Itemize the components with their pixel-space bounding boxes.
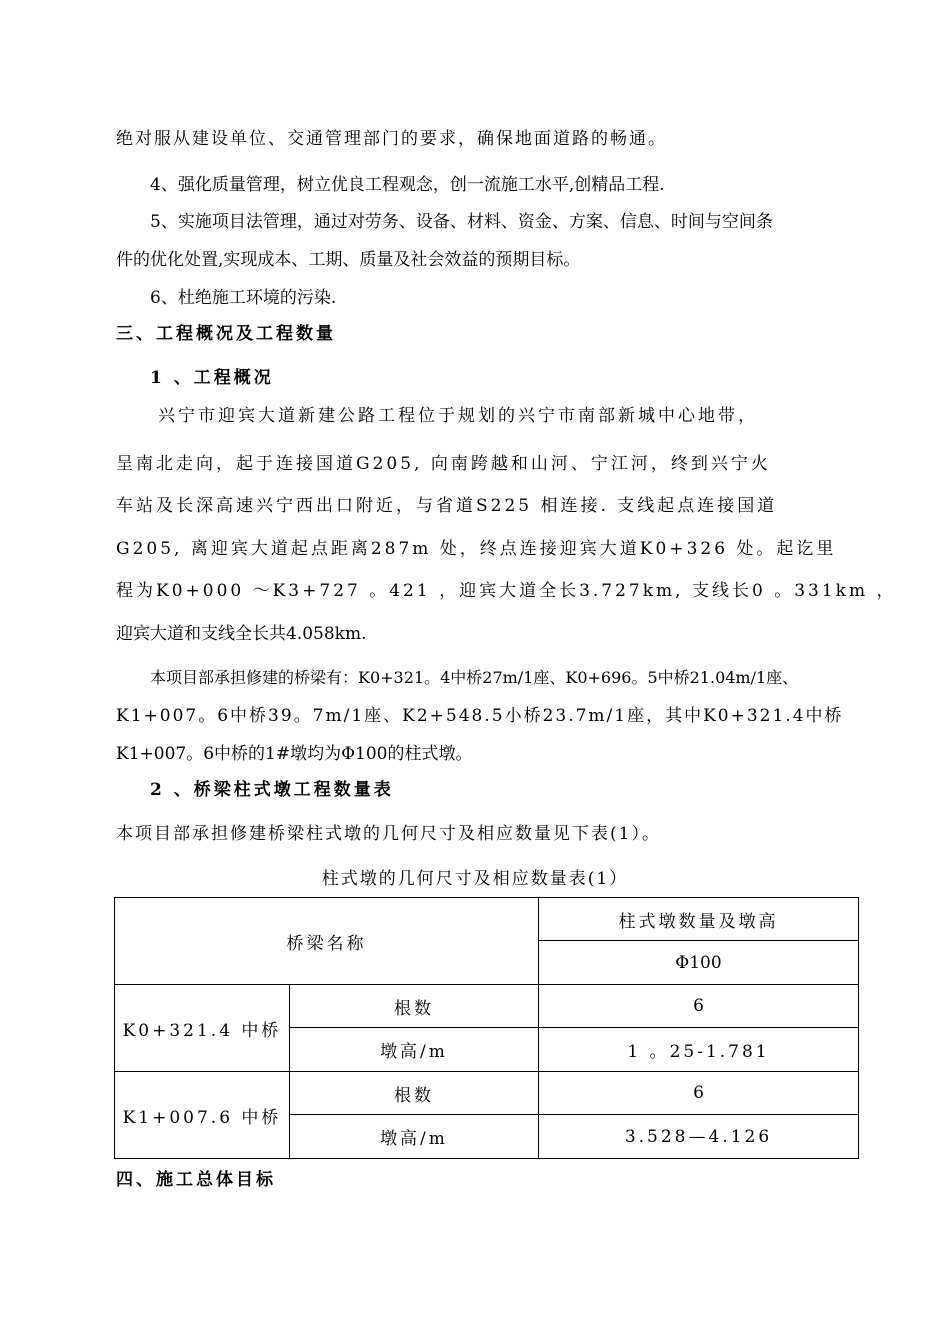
table-row <box>115 1072 859 1115</box>
section-heading-4: 四、施工总体目标 <box>116 1170 276 1190</box>
subsection-heading-2: 2 、桥梁柱式墩工程数量表 <box>150 780 394 800</box>
section-heading-3: 三、工程概况及工程数量 <box>116 324 336 344</box>
paragraph-line: G205, 离迎宾大道起点距离287m 处，终点连接迎宾大道K0+326 处。起讫里 <box>116 539 837 559</box>
bridge-name-cell: K1+007.6 中桥 <box>115 1072 290 1159</box>
height-label-cell: 墩高/m <box>290 1115 539 1159</box>
subsection-heading-1: 1 、工程概况 <box>150 368 274 388</box>
paragraph-line: 绝对服从建设单位、交通管理部门的要求，确保地面道路的畅通。 <box>116 129 667 149</box>
header-diameter: Φ100 <box>539 941 859 985</box>
paragraph-line: 迎宾大道和支线全长共4.058km. <box>116 624 367 644</box>
paragraph-line: 兴宁市迎宾大道新建公路工程位于规划的兴宁市南部新城中心地带， <box>158 406 758 426</box>
height-label-cell: 墩高/m <box>290 1028 539 1072</box>
paragraph-line: 程为K0+000 ～K3+727 。421 ，迎宾大道全长3.727km, 支线长0 。331km ， <box>116 581 897 601</box>
paragraph-line: 呈南北走向，起于连接国道G205, 向南跨越和山河、宁江河，终到兴宁火 <box>116 454 771 474</box>
count-label-cell: 根数 <box>290 985 539 1028</box>
paragraph-line: K1+007。6中桥的1#墩均为Φ100的柱式墩。 <box>116 744 473 764</box>
header-bridge-name: 桥梁名称 <box>115 898 539 985</box>
count-label-cell: 根数 <box>290 1072 539 1115</box>
paragraph-line: K1+007。6中桥39。7m/1座、K2+548.5小桥23.7m/1座，其中K0+321.4中桥 <box>116 706 844 726</box>
paragraph-line: 本项目部承担修建桥梁柱式墩的几何尺寸及相应数量见下表(1）。 <box>116 824 661 844</box>
count-cell: 6 <box>539 985 859 1028</box>
count-cell: 6 <box>539 1072 859 1115</box>
paragraph-line: 车站及长深高速兴宁西出口附近，与省道S225 相连接. 支线起点连接国道 <box>116 496 778 516</box>
header-pier-qty: 柱式墩数量及墩高 <box>539 898 859 941</box>
list-item-5: 5、实施项目法管理，通过对劳务、设备、材料、资金、方案、信息、时间与空间条 <box>150 212 773 232</box>
list-item-4: 4、强化质量管理，树立优良工程观念，创一流施工水平,创精品工程. <box>150 175 665 195</box>
table-row <box>115 985 859 1028</box>
table-caption: 柱式墩的几何尺寸及相应数量表(1） <box>321 869 629 889</box>
pier-quantity-table <box>114 897 859 1159</box>
list-item-6: 6、杜绝施工环境的污染. <box>150 288 337 308</box>
height-cell: 1 。25-1.781 <box>539 1028 859 1072</box>
height-cell: 3.528—4.126 <box>539 1115 859 1159</box>
bridge-name-cell: K0+321.4 中桥 <box>115 985 290 1072</box>
list-item-5-cont: 件的优化处置,实现成本、工期、质量及社会效益的预期目标。 <box>116 250 581 270</box>
paragraph-line: 本项目部承担修建的桥梁有：K0+321。4中桥27m/1座、K0+696。5中桥21.04m/1座、 <box>150 668 799 687</box>
